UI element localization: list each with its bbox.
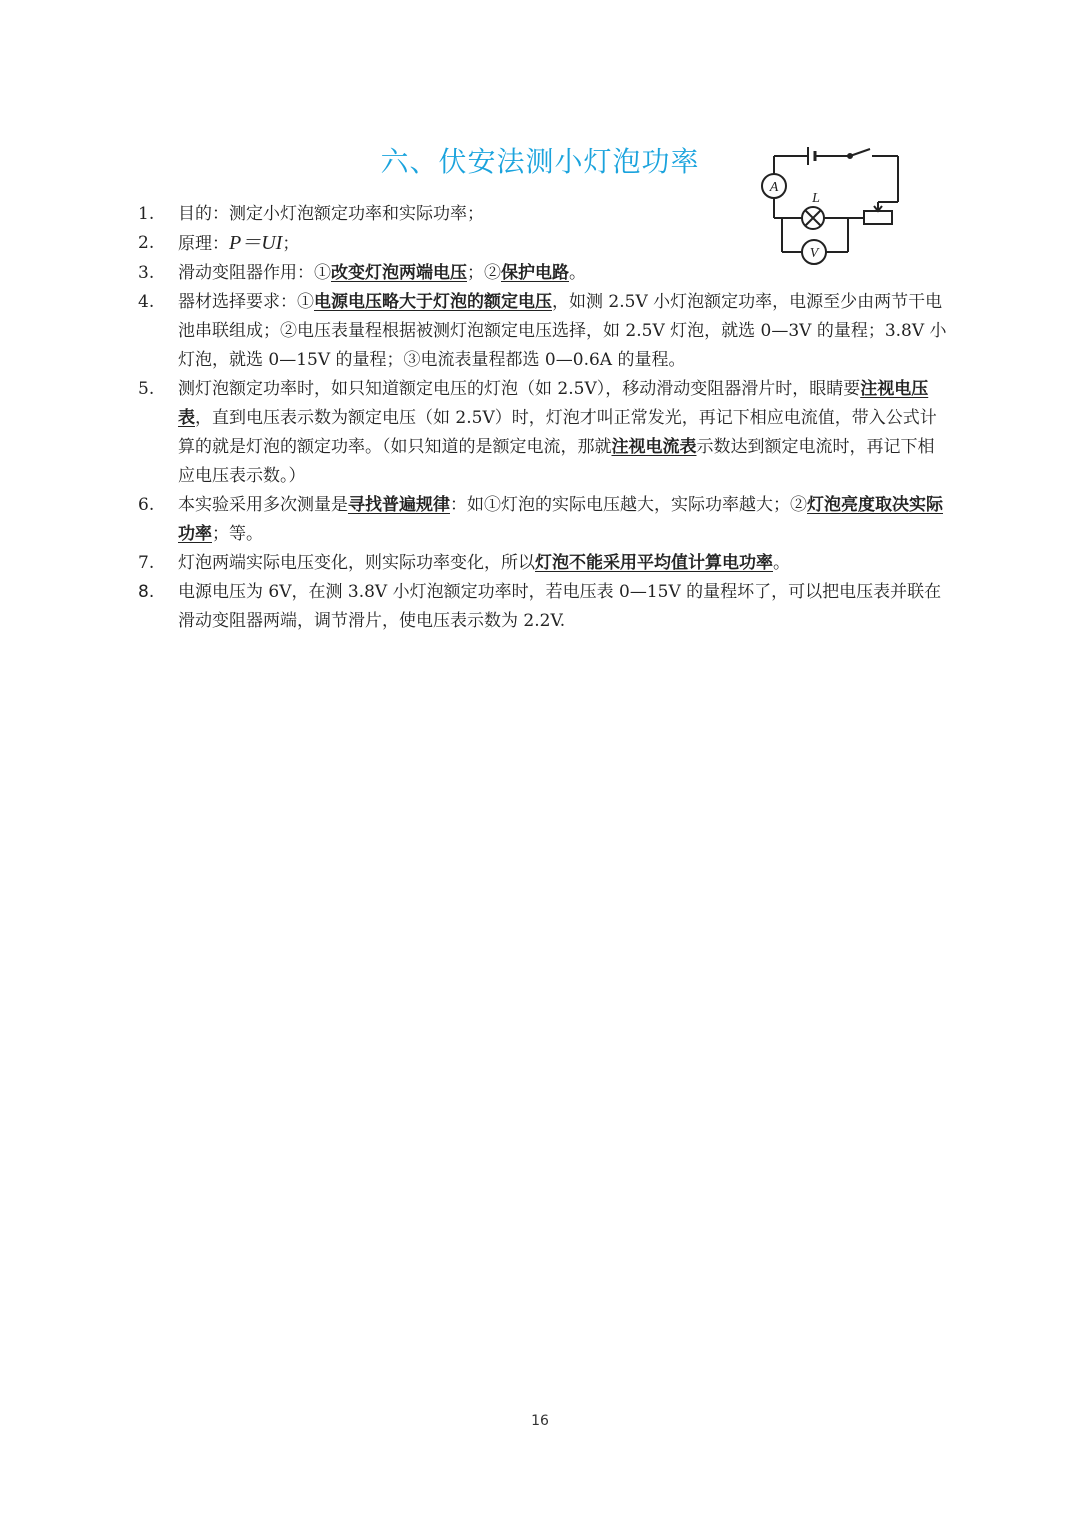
list-item [138, 288, 950, 375]
list-item-text: ，直到电压表示数为额定电压（如 2.5V）时，灯泡才叫正常发光，再记下相应电流值，带入公式计算的就是灯泡的额定功率。（如只知道的是额定电流，那就 [178, 408, 937, 457]
lamp-label: L [812, 191, 820, 206]
list-item-text: 器材选择要求：① [178, 292, 314, 312]
list-item [138, 375, 950, 491]
list-item [138, 491, 950, 549]
list-item-text: 灯泡两端实际电压变化，则实际功率变化，所以 [178, 553, 535, 573]
list-item-text: 目的：测定小灯泡额定功率和实际功率； [178, 204, 484, 224]
list-item-number: 1. [138, 204, 155, 224]
list-item-text: 。 [569, 263, 586, 283]
list-item [138, 200, 950, 229]
page-title: 六、伏安法测小灯泡功率 [380, 145, 700, 178]
list-item-number: 5. [138, 379, 155, 399]
list-item [138, 578, 950, 636]
list-item-number: 6. [138, 495, 155, 515]
ammeter-label: A [769, 180, 779, 195]
key-point: 保护电路 [501, 263, 569, 283]
list-item-number: 8. [138, 582, 155, 602]
key-point: 注视电流表 [611, 437, 697, 457]
list-item-text: ：如①灯泡的实际电压越大，实际功率越大；② [450, 495, 807, 515]
key-point: 改变灯泡两端电压 [331, 263, 467, 283]
list-item-text: 电源电压为 6V，在测 3.8V 小灯泡额定功率时，若电压表 0—15V 的量程坏了，可以把电压表并联在滑动变阻器两端，调节滑片，使电压表示数为 2.2V. [178, 582, 942, 631]
key-point: 电源电压略大于灯泡的额定电压 [314, 292, 552, 312]
list-item [138, 259, 950, 288]
list-item-text: ；等。 [212, 524, 263, 544]
list-item-text: ； [282, 234, 300, 254]
list-item-text: 滑动变阻器作用：① [178, 263, 331, 283]
list-item-text: 。 [773, 553, 790, 573]
list-item [138, 549, 950, 578]
list-item-text: ，如测 2.5V 小灯泡额定功率，电源至少由两节干电池串联组成；②电压表量程根据被测灯泡额定电压选择，如 2.5V 灯泡，就选 0—3V 的量程；3.8V 小灯泡，就选 0—15V 的量程；③电流表量程都选 0—0.6A 的量程。 [178, 292, 947, 370]
voltmeter-label: V [809, 246, 819, 261]
list-item-number: 3. [138, 263, 155, 283]
key-point: 寻找普遍规律 [348, 495, 450, 515]
key-point: 灯泡不能采用平均值计算电功率 [535, 553, 773, 573]
list-item-number: 7. [138, 553, 155, 573]
list-item-number: 4. [138, 292, 155, 312]
list-item-number: 2. [138, 233, 155, 253]
key-point: 灯泡亮度取决实际功率 [178, 495, 943, 544]
list-item [138, 229, 950, 259]
formula: P＝UI [229, 232, 283, 254]
page-number: 16 [531, 1413, 549, 1429]
list-item-text: ；② [467, 263, 501, 283]
list-item-text: 本实验采用多次测量是 [178, 495, 348, 515]
key-point: 注视电压表 [178, 379, 929, 428]
list-item-text: 示数达到额定电流时，再记下相应电压表示数。） [178, 437, 935, 486]
list-item-text: 原理： [178, 234, 229, 254]
numbered-list [138, 200, 950, 636]
list-item-text: 测灯泡额定功率时，如只知道额定电压的灯泡（如 2.5V），移动滑动变阻器滑片时，眼睛要 [178, 379, 861, 399]
